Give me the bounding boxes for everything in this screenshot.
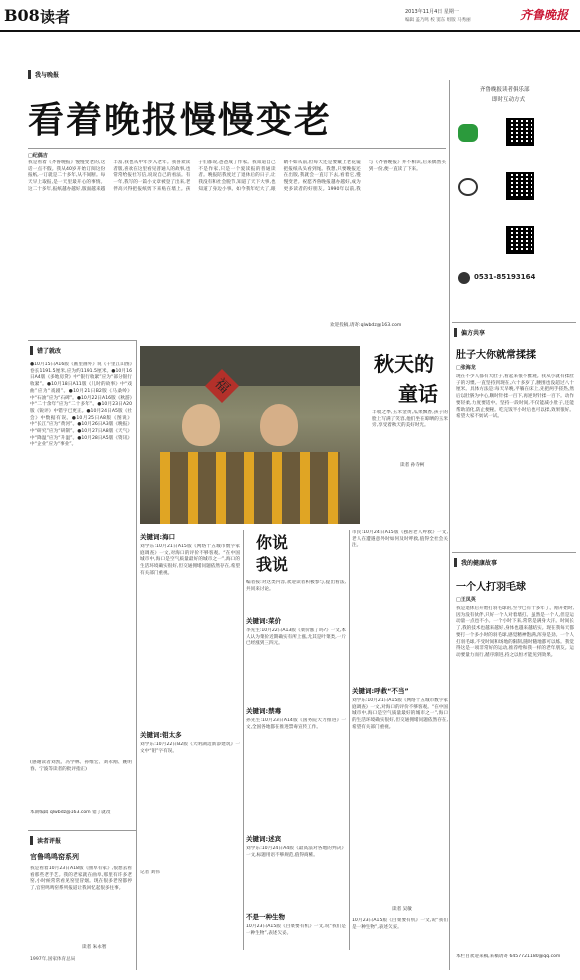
talk-body-6c: 10月23日A15版《白菜要有机》一文,说“我们是一种生物”,表述欠妥。 xyxy=(352,918,448,930)
phone-icon xyxy=(458,272,470,284)
right-rule-1 xyxy=(452,322,576,323)
talk-sub-2: 关键词:菜价 xyxy=(246,617,282,625)
talk-body-7: 10月23日A15版《白菜要有机》一文,说“我们是一种生物”,表述欠妥。 xyxy=(246,924,346,936)
talk-sub-7: 不是一种生物 xyxy=(246,913,285,921)
left-col-credit: (感谢读者刘凯、冯学林、孙维宏、刘永刚、姚明春、宁波等读者的批评指正) xyxy=(30,760,132,772)
right-title-2: 一个人打羽毛球 xyxy=(456,582,526,593)
talk-col-1 xyxy=(140,530,240,950)
qr-code-1[interactable] xyxy=(506,118,534,146)
photo-corn xyxy=(160,452,340,524)
talk-body-3: 刘学东:10月22日B2版《大明湖边新添建筑》一文中“钼”字有误。 xyxy=(140,742,240,754)
feature-rule xyxy=(28,148,446,149)
talk-sub-6: 关键词:呼救“不当” xyxy=(352,687,409,695)
photo-caption: 丰收之季,玉米金黄,瓜果飘香,孩子的脸上写满了笑容,他们坐在晾晒的玉米旁,享受着秋天的美好时光。 xyxy=(372,410,448,429)
photo-credit: 读者 孙寺柯 xyxy=(400,463,425,468)
photo-title-2: 童话 xyxy=(398,382,438,406)
reply-title: 官鲁鸣鸣窑系列 xyxy=(30,853,79,861)
reply-body: 我是看着10月23日A18版《曲阜有家》,很想去看看那些老手艺。我的老家就在曲阜,那里有许多老窑,小时候常常看见窑里冒烟。现在很多老窑都停了,官窑鸣鸣窑系列报道让我回忆起很多往事。 xyxy=(30,866,132,892)
talk-body-4: 孙先生:10月23日A14版《国务院大力推进》一文,全国各地都在推进禁毒宣传工作。 xyxy=(246,718,346,730)
reply-tag: 读者评报 xyxy=(30,836,61,845)
weixin-caption-1: 齐鲁晚报读者俱乐部 xyxy=(480,87,530,93)
col-sep-3 xyxy=(349,530,350,950)
talk-title: 你说我说 xyxy=(256,533,289,574)
photo-fu-sign: 福 xyxy=(205,369,239,403)
talk-intro: 编者按:对这类内容,欢迎读者积极参与,提出看法,共同来讨论。 xyxy=(246,580,346,592)
left-col-body: ●10月15日A16版《画里画外》说《千里江山图》卷长1191.5厘米,应为约1191.5厘米。●10月16日A4版《多地房贷》中“银行收紧”应为“部分银行收紧”。●10月18日A11版《儿时的故事》中“戏曲”应为“戏剧”。●10月21日B2版《马桑岭》中“石油”应为“石碑”。●10月22日A16版《秋游》中“二十余年”应为“二十多年”。●10月23日A20版《锐评》中错字已更正。●10月24日A5版《社会》中数据有误。●10月25日A8版《图说》中“长江”应为“黄河”。●10月26日A3版《晚报》中“研究”应为“研制”。●10月27日A8版《天气》中“降温”应为“升温”。●10月28日A5版《资讯》中“企业”应为“事业”。 xyxy=(30,362,132,448)
header-rule xyxy=(0,30,580,32)
masthead-logo: 齐鲁晚报 xyxy=(520,8,569,22)
right-tag-2: 我的健康故事 xyxy=(454,558,497,567)
talk-body-2: 李先生:10月22日A13版《菜价涨了吗?》一文,本人认为菜价近期确实有所上涨,尤其是叶菜类,一斤已经涨到三四元。 xyxy=(246,628,346,647)
talk-sub-3: 关键词:钼太多 xyxy=(140,731,182,739)
talk-body-6b: 刘学东:10月21日A15版《网络十五城市数字家庭调查》一文,对海口的评价不够客观。“在中国城市中,海口是空气质量最好的城市之一”,海口的生活环境确实很好,但交通拥堵问题依然存在,希望有关部门重视。 xyxy=(352,698,448,730)
right-byline-1: □张海龙 xyxy=(456,365,476,371)
talk-body-1: 刘学东:10月21日A15版《网络十五城市数字家庭调查》一文,对海口的评价不够客观。“在中国城市中,海口是空气质量最好的城市之一”,海口的生活环境确实很好,但交通拥堵问题依然存在,希望有关部门重视。 xyxy=(140,544,240,576)
reply-byline: 读者 朱永智 xyxy=(82,945,107,950)
right-rule-2 xyxy=(452,552,576,553)
weixin-icon xyxy=(458,124,478,142)
page-header xyxy=(0,0,580,32)
talk-sub-1: 关键词:海口 xyxy=(140,533,176,541)
qr-code-2[interactable] xyxy=(506,172,534,200)
col-sep-2 xyxy=(449,80,450,970)
photo-child-1 xyxy=(182,404,220,446)
photo-title-1: 秋天的 xyxy=(374,352,434,376)
left-top-rule xyxy=(28,340,136,341)
page-number: B08 xyxy=(4,6,40,25)
talk-sub-5: 关键词:述宾 xyxy=(246,835,282,843)
photo-wall xyxy=(140,346,360,386)
qr-code-3[interactable] xyxy=(506,226,534,254)
col-sep-4 xyxy=(243,530,244,950)
talk-sub-4: 关键词:禁毒 xyxy=(246,707,282,715)
left-mid-rule xyxy=(28,830,136,831)
talk-body-6a: 市民:10月24日A15版《独居老人呼救》一文,老人在遭遇意外时如何及时呼救,值得全社会关注。 xyxy=(352,530,448,549)
weibo-icon xyxy=(458,178,478,196)
reply-tail: 1997年,国家体育总局 xyxy=(30,957,76,962)
feature-kicker: 我与晚报 xyxy=(28,70,59,79)
weixin-box xyxy=(452,80,576,298)
right-tag-1: 偏方共享 xyxy=(454,328,485,337)
talk-col-3 xyxy=(352,530,448,950)
feature-title: 看着晚报慢慢变老 xyxy=(28,99,333,141)
talk-intro-2: 记者 刘伟 xyxy=(140,870,160,875)
talk-body-5: 刘学东:10月24日A4版《最高法对各地的判决》一文,标题用语不够规范,值得商榷。 xyxy=(246,846,346,858)
photo-child-2 xyxy=(260,404,298,446)
right-body-1: 现在不少人都有大肚子,看起来很不雅观。我从小就有揉肚子的习惯,一直坚持到现在,六十多岁了,腰围也没超过八十厘米。具体方法是:每天早晚,平躺在床上,先把两手搓热,然后以肚脐为中心,顺时针揉一百下,再逆时针揉一百下。动作要轻柔,力度要适中。坚持一段时间,不仅能减小肚子,还能帮助消化,防止便秘。吃完饭半小时后也可以揉,效果很好。希望大家不妨试一试。 xyxy=(456,374,574,420)
feature-body: 我是看着《齐鲁晚报》慢慢变老的,这话一点不假。我从40岁开始订阅这份报纸,一订就是二十多年,从不间断。每天早上取报,是一天里最开心的事情。这二十多年,报纸越办越好,版面越来越丰富,我也从中年步入老年。我喜欢读者版,喜欢在这里看见普通人的故事,也常常给报社写信,说说自己的看法。有一年,我写的一篇小文章被登了出来,老伴高兴得把报纸剪下来贴在墙上。孩子们都说,爸爸成了作家。我知道自己不是作家,只是一个爱读报的普通读者。晚报陪我度过了退休后的日子,让我没有和社会脱节,知道了天下大事,也知道了身边小事。如今我年纪大了,眼睛不如从前,但每天还是要戴上老花镜把报纸从头看到尾。我想,只要晚报还在出版,我就会一直订下去,看着它,慢慢变老。祝愿齐鲁晚报越办越好,成为更多读者的好朋友。1990年以前,我与《齐鲁晚报》并不相识,后来偶然买到一份,便一直读了下来。 xyxy=(28,160,446,192)
left-col-tag: 错了就改 xyxy=(30,346,61,355)
left-col-editor: 本期编辑 qlwbdz@163.com 错了就改 xyxy=(30,810,111,815)
right-footer: 本栏目欢迎来稿,来稿请寄 6457721180@qq.com xyxy=(456,954,561,959)
feature-signoff: 欢迎投稿,请寄:qlwbdz@163.com xyxy=(330,323,402,328)
talk-col-2 xyxy=(246,616,346,946)
photo xyxy=(140,346,360,524)
talk-credit-2: 读者 吴敏 xyxy=(392,907,412,912)
col-sep-1 xyxy=(136,340,137,970)
header-date: 2013年11月4日 星期一 xyxy=(405,9,459,15)
section-label: 读者 xyxy=(40,8,71,26)
right-byline-2: □王凤英 xyxy=(456,597,476,603)
weixin-tel: 0531-85193164 xyxy=(474,273,536,281)
weixin-caption-2: 即时互动方式 xyxy=(492,97,526,103)
header-editors: 编辑 盖乃鸣 校 窦东 组版 马秀丽 xyxy=(405,18,471,23)
right-title-1: 肚子大你就常揉揉 xyxy=(456,350,536,361)
feature-byline: □纪偶吉 xyxy=(28,153,48,159)
right-body-2: 我是退休后开始打羽毛球的,至今已有十多年了。刚开始时,因为没有伙伴,只好一个人对着墙打。虽然是一个人,但是运动量一点也不小。一个小时下来,常常是满身大汗。时间长了,我的技术也越来越好,身体也越来越结实。现在我每天都要打一个多小时的羽毛球,感觉精神饱满,浑身是劲。一个人打羽毛球,不受时间和场地的限制,随时随地都可以练。我觉得这是一项非常好的运动,推荐给和我一样的老年朋友。运动要量力而行,循序渐进,持之以恒才能见到效果。 xyxy=(456,606,574,658)
